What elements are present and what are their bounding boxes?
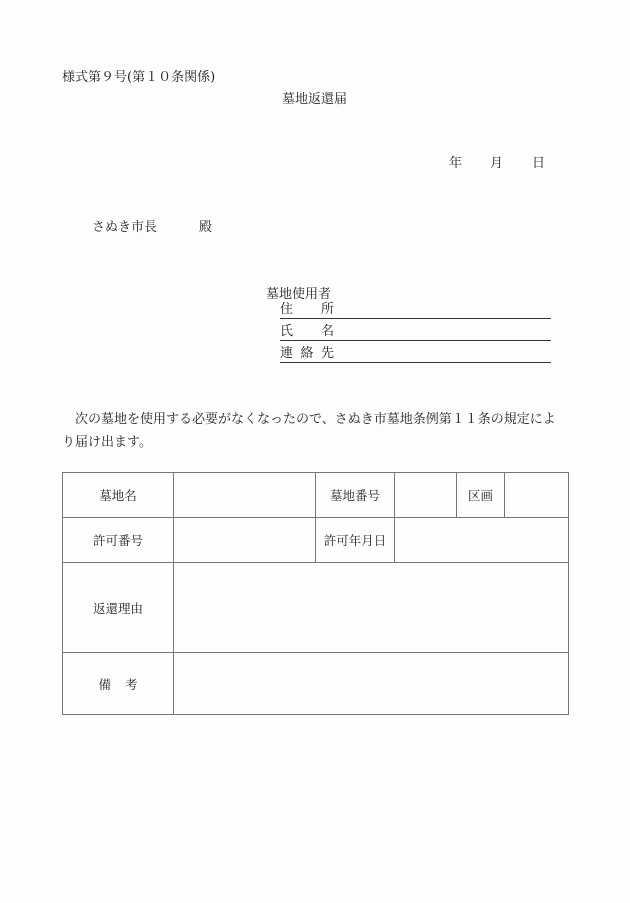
name-field[interactable] [280,322,551,341]
return-details-table [62,472,569,715]
table-row [63,518,569,563]
cemetery-name-cell[interactable] [174,473,316,518]
name-label-part: 氏 [280,324,294,339]
permit-date-label: 許可年月日 [316,518,395,563]
section-cell[interactable] [505,473,569,518]
name-label [280,320,334,339]
section-label: 区画 [457,473,505,518]
contact-label-part: 連 [280,346,294,361]
address-label [280,298,334,317]
addressee-name: さぬき市長 [92,220,158,235]
date-day-label: 日 [532,156,546,171]
address-field[interactable] [280,300,551,319]
addressee-honorific: 殿 [199,220,213,235]
return-reason-cell[interactable] [174,563,569,653]
permit-date-cell[interactable] [395,518,569,563]
applicant-heading: 墓地使用者 [266,287,332,302]
declaration-text: 次の墓地を使用する必要がなくなったので、さぬき市墓地条例第１１条の規定により届け出ます。 [62,412,556,450]
return-reason-label: 返還理由 [63,563,174,653]
cemetery-name-label: 墓地名 [63,473,174,518]
permit-number-cell[interactable] [174,518,316,563]
form-number: 様式第９号(第１０条関係) [62,70,216,85]
address-label-part: 住 [280,302,294,317]
contact-label-part: 絡 [300,346,314,361]
contact-label [280,342,334,361]
plot-number-label: 墓地番号 [316,473,395,518]
remarks-cell[interactable] [174,653,569,715]
table-row [63,563,569,653]
contact-field[interactable] [280,344,551,363]
permit-number-label: 許可番号 [63,518,174,563]
remarks-label: 備考 [63,653,174,715]
plot-number-cell[interactable] [395,473,457,518]
date-year-label: 年 [449,156,463,171]
document-title: 墓地返還届 [282,92,348,107]
table-row [63,473,569,518]
contact-label-part: 先 [320,346,334,361]
table-row [63,653,569,715]
name-label-part: 名 [320,324,334,339]
date-month-label: 月 [490,156,504,171]
address-label-part: 所 [320,302,334,317]
